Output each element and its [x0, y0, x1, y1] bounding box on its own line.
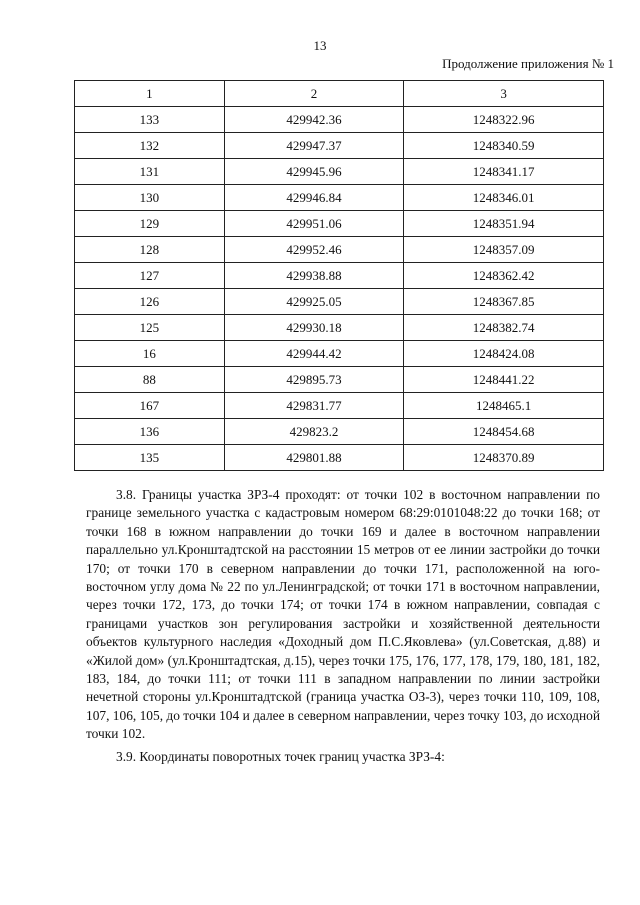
table-row	[75, 133, 604, 159]
column-header-x: 2	[224, 81, 404, 107]
table-row	[75, 341, 604, 367]
x-coordinate: 429801.88	[224, 445, 404, 471]
table-row	[75, 315, 604, 341]
table-row	[75, 237, 604, 263]
x-coordinate: 429946.84	[224, 185, 404, 211]
point-number: 132	[75, 133, 225, 159]
x-coordinate: 429947.37	[224, 133, 404, 159]
x-coordinate: 429938.88	[224, 263, 404, 289]
table-row	[75, 393, 604, 419]
point-number: 136	[75, 419, 225, 445]
y-coordinate: 1248367.85	[404, 289, 604, 315]
point-number: 167	[75, 393, 225, 419]
y-coordinate: 1248454.68	[404, 419, 604, 445]
point-number: 16	[75, 341, 225, 367]
y-coordinate: 1248362.42	[404, 263, 604, 289]
point-number: 130	[75, 185, 225, 211]
y-coordinate: 1248382.74	[404, 315, 604, 341]
y-coordinate: 1248357.09	[404, 237, 604, 263]
point-number: 133	[75, 107, 225, 133]
point-number: 131	[75, 159, 225, 185]
table-row	[75, 185, 604, 211]
paragraph-3-9: 3.9. Координаты поворотных точек границ участка ЗРЗ-4:	[116, 749, 445, 764]
column-header-y: 3	[404, 81, 604, 107]
table-row	[75, 107, 604, 133]
page-number: 13	[313, 38, 327, 53]
column-header-point: 1	[75, 81, 225, 107]
coordinates-table	[74, 80, 604, 471]
x-coordinate: 429823.2	[224, 419, 404, 445]
table-row	[75, 419, 604, 445]
y-coordinate: 1248424.08	[404, 341, 604, 367]
y-coordinate: 1248441.22	[404, 367, 604, 393]
x-coordinate: 429945.96	[224, 159, 404, 185]
y-coordinate: 1248341.17	[404, 159, 604, 185]
y-coordinate: 1248346.01	[404, 185, 604, 211]
point-number: 129	[75, 211, 225, 237]
table-row	[75, 263, 604, 289]
point-number: 88	[75, 367, 225, 393]
point-number: 127	[75, 263, 225, 289]
x-coordinate: 429944.42	[224, 341, 404, 367]
point-number: 126	[75, 289, 225, 315]
table-row	[75, 159, 604, 185]
y-coordinate: 1248340.59	[404, 133, 604, 159]
table-row	[75, 445, 604, 471]
y-coordinate: 1248351.94	[404, 211, 604, 237]
x-coordinate: 429952.46	[224, 237, 404, 263]
x-coordinate: 429930.18	[224, 315, 404, 341]
paragraph-3-8: 3.8. Границы участка ЗРЗ-4 проходят: от точки 102 в восточном направлении по границе земельного участка с кадастровым номером 68:29:0101048:22 до точки 168; от точки 168 в южном направлении до точки 169 и далее в восточном направлении параллельно ул.Кронштадтской на расстоянии 15 метров от ее линии застройки до точки 170; от точки 170 в северном направлении до точки 171, расположенной на юго-восточном углу дома № 22 по ул.Ленинградской; от точки 171 в восточном направлении, через точки 172, 173, до точки 174; от точки 174 в южном направлении, совпадая с границами участков зон регулирования застройки и хозяйственной деятельности объектов культурного наследия «Доходный дом П.С.Яковлева» (ул.Советская, д.88) и «Жилой дом» (ул.Кронштадтская, д.15), через точки 175, 176, 177, 178, 179, 180, 181, 182, 183, 184, до точки 111; от точки 111 в западном направлении по линии застройки нечетной стороны ул.Кронштадтской (граница участка ОЗ-3), через точки 110, 109, 108, 107, 106, 105, до точки 104 и далее в северном направлении, через точку 103, до исходной точки 102.	[86, 487, 600, 742]
table-row	[75, 289, 604, 315]
table-header-row	[75, 81, 604, 107]
y-coordinate: 1248370.89	[404, 445, 604, 471]
table-row	[75, 211, 604, 237]
x-coordinate: 429895.73	[224, 367, 404, 393]
point-number: 128	[75, 237, 225, 263]
x-coordinate: 429951.06	[224, 211, 404, 237]
y-coordinate: 1248322.96	[404, 107, 604, 133]
table-row	[75, 367, 604, 393]
point-number: 125	[75, 315, 225, 341]
y-coordinate: 1248465.1	[404, 393, 604, 419]
continuation-note: Продолжение приложения № 1	[442, 56, 614, 71]
x-coordinate: 429925.05	[224, 289, 404, 315]
x-coordinate: 429831.77	[224, 393, 404, 419]
x-coordinate: 429942.36	[224, 107, 404, 133]
point-number: 135	[75, 445, 225, 471]
